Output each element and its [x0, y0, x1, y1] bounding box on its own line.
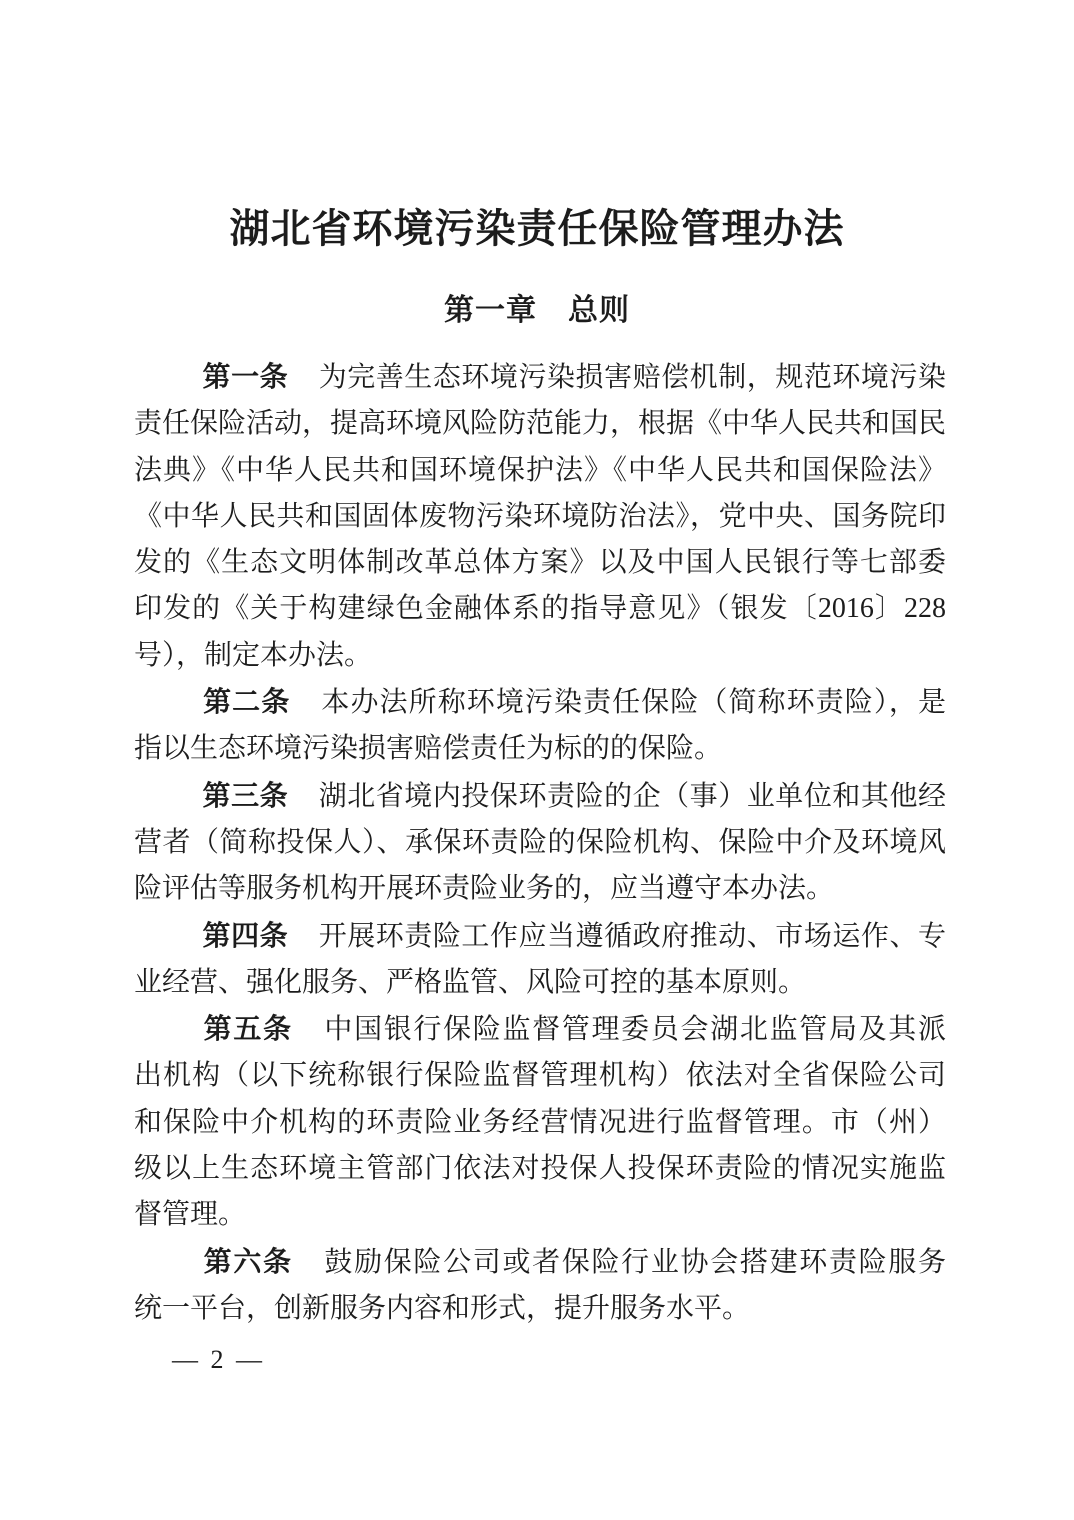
- article-1-line-2: 责任保险活动，提高环境风险防范能力，根据《中华人民共和国民: [134, 408, 947, 440]
- article-label: 第三条: [202, 779, 289, 811]
- article-3-line-1: [134, 773, 946, 820]
- article-text: 湖北省境内投保环责险的企（事）业单位和其他经: [318, 780, 946, 812]
- document-title: 湖北省环境污染责任保险管理办法: [229, 207, 845, 251]
- article-text: 开展环责险工作应当遵循政府推动、市场运作、专: [318, 920, 946, 952]
- article-5-line-2: 出机构（以下统称银行保险监督管理机构）依法对全省保险公司: [134, 1060, 946, 1092]
- article-4-line-2: 业经营、强化服务、严格监管、风险可控的基本原则。: [134, 966, 807, 998]
- article-1-line-4: 《中华人民共和国固体废物污染环境防治法》，党中央、国务院印: [134, 500, 946, 532]
- article-label: 第五条: [202, 1013, 293, 1045]
- article-1-line-6: 印发的《关于构建绿色金融体系的指导意见》（银发〔2016〕228: [134, 593, 946, 625]
- article-6-line-2: 统一平台，创新服务内容和形式，提升服务水平。: [134, 1292, 751, 1324]
- page-number: — 2 —: [172, 1345, 265, 1375]
- article-3-line-2: 营者（简称投保人）、承保环责险的保险机构、保险中介及环境风: [134, 826, 946, 858]
- article-1-line-5: 发的《生态文明体制改革总体方案》以及中国人民银行等七部委: [134, 547, 946, 579]
- article-label: 第二条: [202, 686, 291, 718]
- article-text: 为完善生态环境污染损害赔偿机制，规范环境污染: [318, 362, 946, 393]
- article-3-line-3: 险评估等服务机构开展环责险业务的，应当遵守本办法。: [134, 873, 835, 905]
- article-4-line-1: [134, 913, 946, 960]
- article-label: 第一条: [202, 361, 289, 392]
- article-5-line-4: 级以上生态环境主管部门依法对投保人投保环责险的情况实施监: [134, 1153, 946, 1185]
- article-label: 第四条: [202, 919, 289, 951]
- article-2-line-2: 指以生态环境污染损害赔偿责任为标的的保险。: [134, 733, 723, 765]
- article-5-line-3: 和保险中介机构的环责险业务经营情况进行监督管理。市（州）: [134, 1106, 946, 1138]
- article-label: 第六条: [202, 1245, 293, 1277]
- article-text: 鼓励保险公司或者保险行业协会搭建环责险服务: [322, 1246, 946, 1278]
- article-6-line-1: [134, 1239, 946, 1286]
- article-5-line-1: [134, 1006, 946, 1053]
- article-1-line-3: 法典》《中华人民共和国环境保护法》《中华人民共和国保险法》: [134, 454, 946, 486]
- document-body: [134, 354, 946, 1332]
- article-text: 本办法所称环境污染责任保险（简称环责险），是: [320, 687, 946, 719]
- article-2-line-1: [134, 679, 946, 726]
- article-text: 中国银行保险监督管理委员会湖北监管局及其派: [322, 1014, 946, 1046]
- article-1-line-7: 号），制定本办法。: [134, 639, 373, 671]
- article-1-line-1: [134, 354, 946, 401]
- chapter-heading: 第一章 总则: [444, 294, 630, 327]
- article-5-line-5: 督管理。: [134, 1199, 247, 1231]
